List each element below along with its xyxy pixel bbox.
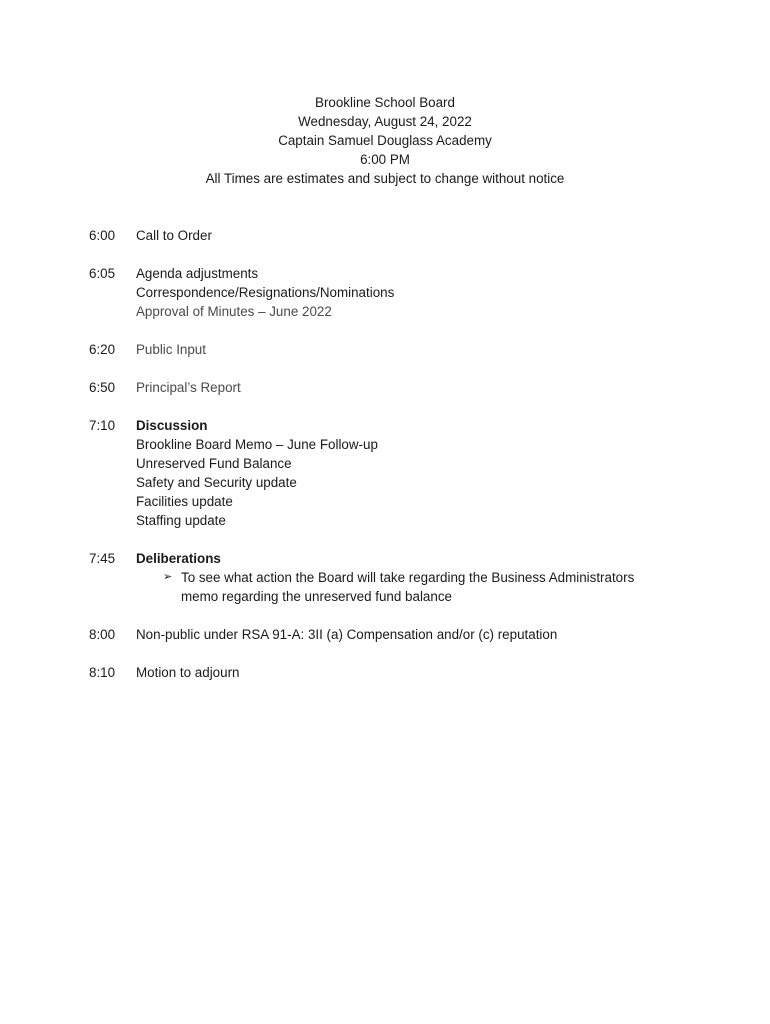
discussion-line: Facilities update xyxy=(136,494,233,509)
arrow-bullet-icon: ➢ xyxy=(163,571,173,583)
agenda-item-title: Non-public under RSA 91-A: 3II (a) Compensation and/or (c) reputation xyxy=(136,627,558,642)
agenda-time: 6:50 xyxy=(89,380,116,395)
agenda-time: 8:00 xyxy=(89,627,116,642)
agenda-item-principal-report xyxy=(89,378,729,397)
agenda-adjustments-line: Agenda adjustments xyxy=(136,266,259,281)
agenda-time: 7:10 xyxy=(89,418,116,433)
discussion-line: Brookline Board Memo – June Follow-up xyxy=(136,437,378,452)
times-disclaimer: All Times are estimates and subject to change without notice xyxy=(205,171,565,186)
bullet-text-line: To see what action the Board will take regarding the Business Administrators xyxy=(181,570,635,585)
agenda-item-title: Principal’s Report xyxy=(136,380,241,395)
agenda-item-adjustments xyxy=(89,264,729,321)
agenda-item-title: Motion to adjourn xyxy=(136,665,240,680)
agenda-time: 7:45 xyxy=(89,551,116,566)
meeting-date: Wednesday, August 24, 2022 xyxy=(298,114,472,129)
agenda-item-discussion xyxy=(89,416,729,530)
approval-of-minutes-line: Approval of Minutes – June 2022 xyxy=(136,304,332,319)
discussion-line: Safety and Security update xyxy=(136,475,297,490)
deliberations-heading: Deliberations xyxy=(136,551,221,566)
agenda-time: 6:20 xyxy=(89,342,116,357)
agenda-time: 8:10 xyxy=(89,665,116,680)
board-name: Brookline School Board xyxy=(315,95,455,110)
agenda-item-title: Call to Order xyxy=(136,228,212,243)
agenda-item-public-input xyxy=(89,340,729,359)
meeting-time: 6:00 PM xyxy=(360,152,410,167)
discussion-line: Unreserved Fund Balance xyxy=(136,456,292,471)
correspondence-line: Correspondence/Resignations/Nominations xyxy=(136,285,395,300)
agenda-header xyxy=(0,93,770,188)
meeting-location: Captain Samuel Douglass Academy xyxy=(278,133,492,148)
bullet-text-line: memo regarding the unreserved fund balance xyxy=(181,589,452,604)
agenda-item-adjourn xyxy=(89,663,729,682)
agenda-time: 6:05 xyxy=(89,266,116,281)
discussion-heading: Discussion xyxy=(136,418,208,433)
agenda-item-non-public xyxy=(89,625,729,644)
deliberations-bullet xyxy=(136,568,729,606)
agenda-item-call-to-order xyxy=(89,226,729,245)
agenda-time: 6:00 xyxy=(89,228,116,243)
agenda-item-title: Public Input xyxy=(136,342,206,357)
discussion-line: Staffing update xyxy=(136,513,226,528)
agenda-list xyxy=(89,226,729,701)
agenda-item-deliberations xyxy=(89,549,729,606)
